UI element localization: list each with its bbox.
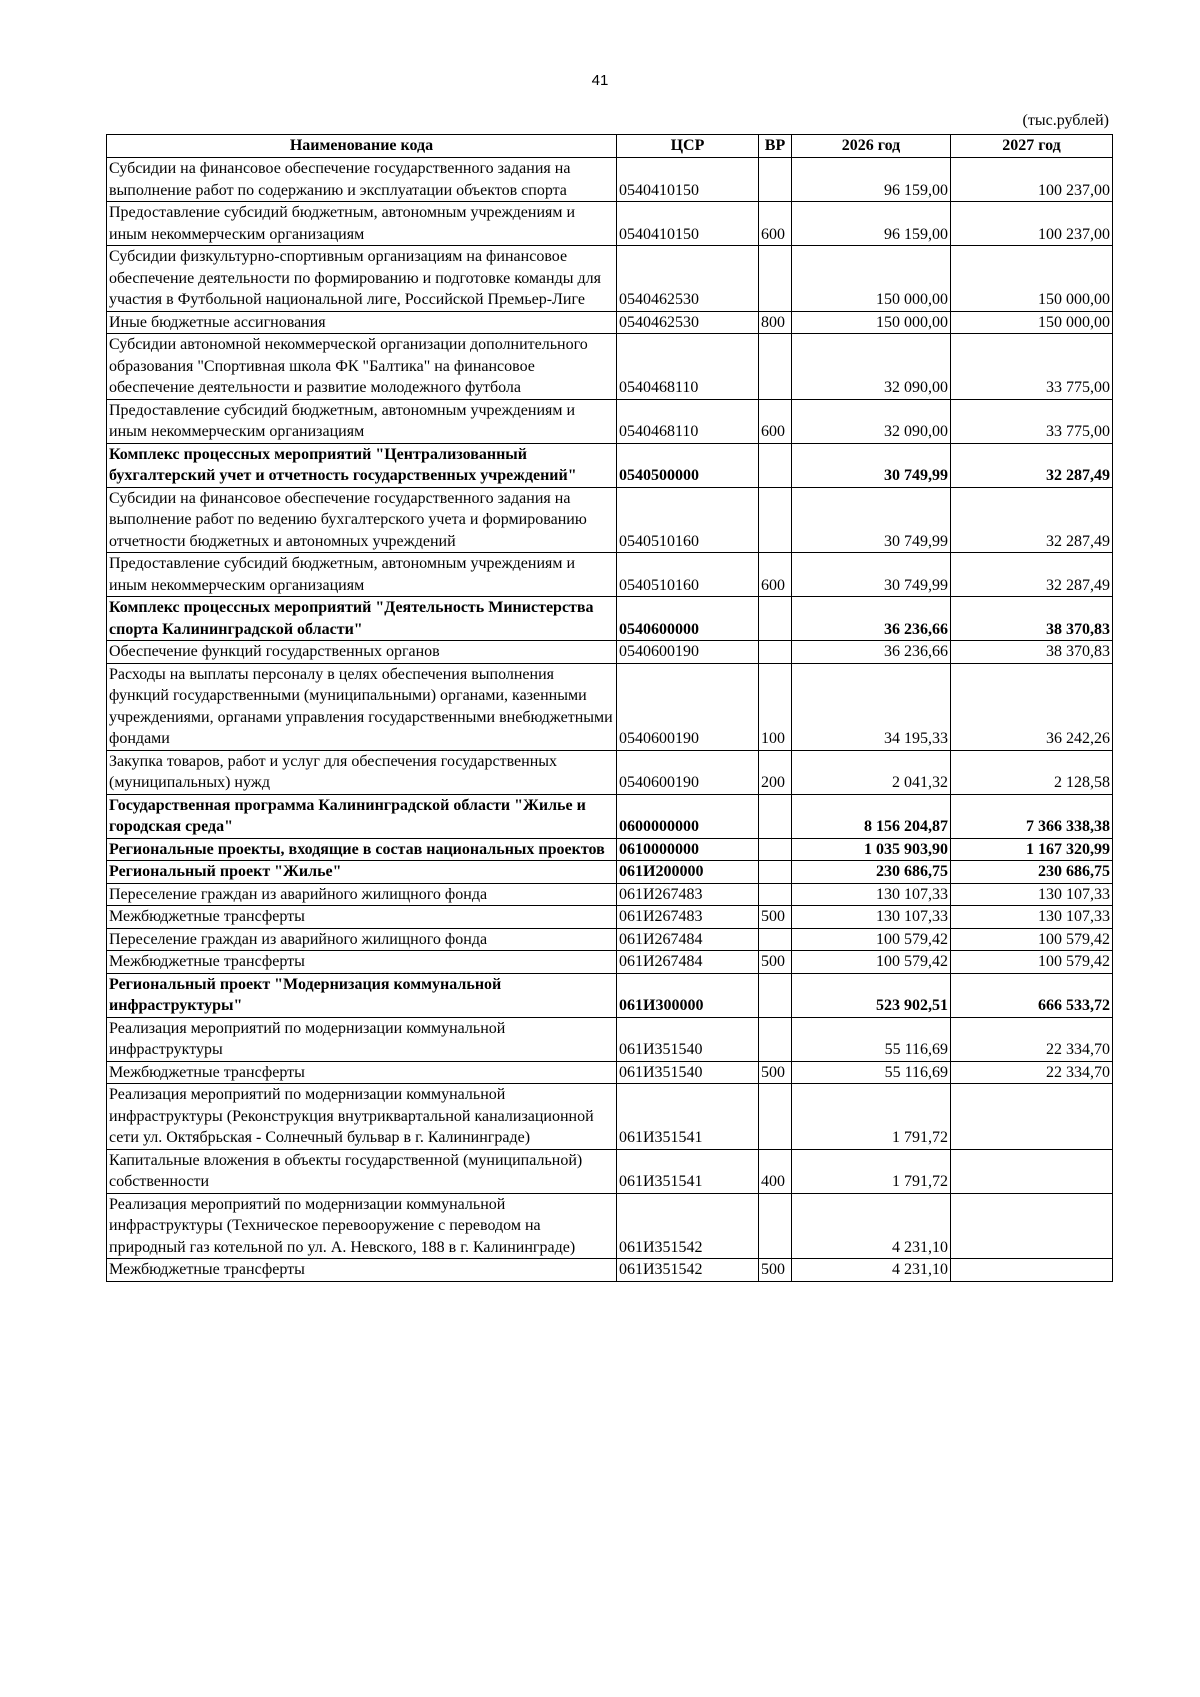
row-2026-cell: 4 231,10 <box>792 1259 951 1282</box>
table-row <box>107 1061 1113 1084</box>
table-row <box>107 663 1113 750</box>
row-2027-cell: 33 775,00 <box>951 334 1113 400</box>
row-csr-cell: 0540510160 <box>617 553 759 597</box>
row-vr-cell: 500 <box>759 951 792 974</box>
table-row <box>107 973 1113 1017</box>
row-name-cell: Субсидии на финансовое обеспечение государственного задания на выполнение работ по содержанию и эксплуатации объектов спорта <box>107 158 617 202</box>
row-2027-cell: 150 000,00 <box>951 246 1113 312</box>
row-vr-cell: 200 <box>759 750 792 794</box>
row-name-cell: Межбюджетные трансферты <box>107 1259 617 1282</box>
row-2027-cell: 7 366 338,38 <box>951 794 1113 838</box>
row-csr-cell: 0540600190 <box>617 663 759 750</box>
table-row <box>107 334 1113 400</box>
row-2027-cell: 32 287,49 <box>951 443 1113 487</box>
row-csr-cell: 061И267483 <box>617 883 759 906</box>
row-vr-cell <box>759 883 792 906</box>
row-vr-cell: 500 <box>759 906 792 929</box>
row-2027-cell: 22 334,70 <box>951 1061 1113 1084</box>
row-2026-cell: 2 041,32 <box>792 750 951 794</box>
row-2026-cell: 100 579,42 <box>792 951 951 974</box>
row-name-cell: Региональный проект "Жилье" <box>107 861 617 884</box>
table-row <box>107 641 1113 664</box>
row-2026-cell: 55 116,69 <box>792 1017 951 1061</box>
row-name-cell: Государственная программа Калининградской области "Жилье и городская среда" <box>107 794 617 838</box>
row-2026-cell: 523 902,51 <box>792 973 951 1017</box>
row-2026-cell: 55 116,69 <box>792 1061 951 1084</box>
row-name-cell: Комплекс процессных мероприятий "Деятельность Министерства спорта Калининградской области" <box>107 597 617 641</box>
column-header-name: Наименование кода <box>107 135 617 158</box>
column-header-csr: ЦСР <box>617 135 759 158</box>
row-2027-cell: 36 242,26 <box>951 663 1113 750</box>
row-csr-cell: 061И267484 <box>617 951 759 974</box>
row-2026-cell: 100 579,42 <box>792 928 951 951</box>
row-vr-cell <box>759 861 792 884</box>
table-row <box>107 1193 1113 1259</box>
row-2027-cell: 100 579,42 <box>951 928 1113 951</box>
row-csr-cell: 061И267484 <box>617 928 759 951</box>
row-csr-cell: 0610000000 <box>617 838 759 861</box>
row-2027-cell: 22 334,70 <box>951 1017 1113 1061</box>
row-vr-cell <box>759 1084 792 1150</box>
row-vr-cell <box>759 487 792 553</box>
row-2026-cell: 30 749,99 <box>792 553 951 597</box>
table-row <box>107 399 1113 443</box>
budget-table <box>106 134 1113 1282</box>
row-2026-cell: 150 000,00 <box>792 311 951 334</box>
table-row <box>107 246 1113 312</box>
row-2026-cell: 36 236,66 <box>792 597 951 641</box>
row-2026-cell: 32 090,00 <box>792 399 951 443</box>
table-row <box>107 838 1113 861</box>
row-name-cell: Реализация мероприятий по модернизации коммунальной инфраструктуры (Реконструкция внутриквартальной канализационной сети ул. Октябрьская - Солнечный бульвар в г. Калининграде) <box>107 1084 617 1150</box>
row-vr-cell: 100 <box>759 663 792 750</box>
table-row <box>107 487 1113 553</box>
row-name-cell: Реализация мероприятий по модернизации коммунальной инфраструктуры <box>107 1017 617 1061</box>
row-2027-cell: 33 775,00 <box>951 399 1113 443</box>
row-name-cell: Расходы на выплаты персоналу в целях обеспечения выполнения функций государственными (муниципальными) органами, казенными учреждениями, органами управления государственными внебюджетными фондами <box>107 663 617 750</box>
row-csr-cell: 061И267483 <box>617 906 759 929</box>
row-csr-cell: 0540410150 <box>617 202 759 246</box>
table-body <box>107 158 1113 1282</box>
row-csr-cell: 061И300000 <box>617 973 759 1017</box>
row-name-cell: Субсидии автономной некоммерческой организации дополнительного образования "Спортивная школа ФК "Балтика" на финансовое обеспечение деятельности и развитие молодежного футбола <box>107 334 617 400</box>
row-2026-cell: 130 107,33 <box>792 906 951 929</box>
row-2027-cell: 130 107,33 <box>951 906 1113 929</box>
row-2026-cell: 32 090,00 <box>792 334 951 400</box>
row-2026-cell: 130 107,33 <box>792 883 951 906</box>
table-row <box>107 1017 1113 1061</box>
row-name-cell: Обеспечение функций государственных органов <box>107 641 617 664</box>
row-2027-cell <box>951 1149 1113 1193</box>
row-name-cell: Региональный проект "Модернизация коммунальной инфраструктуры" <box>107 973 617 1017</box>
row-vr-cell: 500 <box>759 1061 792 1084</box>
table-row <box>107 794 1113 838</box>
row-vr-cell <box>759 641 792 664</box>
row-name-cell: Предоставление субсидий бюджетным, автономным учреждениям и иным некоммерческим организациям <box>107 399 617 443</box>
row-csr-cell: 061И351540 <box>617 1017 759 1061</box>
row-2026-cell: 96 159,00 <box>792 202 951 246</box>
row-2027-cell: 130 107,33 <box>951 883 1113 906</box>
row-vr-cell: 600 <box>759 399 792 443</box>
row-name-cell: Переселение граждан из аварийного жилищного фонда <box>107 883 617 906</box>
row-vr-cell <box>759 973 792 1017</box>
row-name-cell: Иные бюджетные ассигнования <box>107 311 617 334</box>
row-csr-cell: 061И351541 <box>617 1149 759 1193</box>
row-vr-cell <box>759 838 792 861</box>
row-2027-cell <box>951 1084 1113 1150</box>
table-row <box>107 928 1113 951</box>
row-name-cell: Комплекс процессных мероприятий "Централизованный бухгалтерский учет и отчетность государственных учреждений" <box>107 443 617 487</box>
row-vr-cell: 600 <box>759 553 792 597</box>
row-2027-cell: 1 167 320,99 <box>951 838 1113 861</box>
row-2026-cell: 1 035 903,90 <box>792 838 951 861</box>
row-2026-cell: 96 159,00 <box>792 158 951 202</box>
table-row <box>107 597 1113 641</box>
table-row <box>107 311 1113 334</box>
row-vr-cell: 800 <box>759 311 792 334</box>
row-csr-cell: 0540600190 <box>617 750 759 794</box>
row-name-cell: Капитальные вложения в объекты государственной (муниципальной) собственности <box>107 1149 617 1193</box>
row-2027-cell: 38 370,83 <box>951 597 1113 641</box>
row-2027-cell: 150 000,00 <box>951 311 1113 334</box>
table-header-row <box>107 135 1113 158</box>
row-name-cell: Реализация мероприятий по модернизации коммунальной инфраструктуры (Техническое перевооружение с переводом на природный газ котельной по ул. А. Невского, 188 в г. Калининграде) <box>107 1193 617 1259</box>
row-2027-cell <box>951 1193 1113 1259</box>
table-row <box>107 443 1113 487</box>
column-header-2027: 2027 год <box>951 135 1113 158</box>
row-2026-cell: 230 686,75 <box>792 861 951 884</box>
table-row <box>107 951 1113 974</box>
row-name-cell: Закупка товаров, работ и услуг для обеспечения государственных (муниципальных) нужд <box>107 750 617 794</box>
column-header-vr: ВР <box>759 135 792 158</box>
row-vr-cell <box>759 1017 792 1061</box>
row-vr-cell <box>759 597 792 641</box>
row-name-cell: Предоставление субсидий бюджетным, автономным учреждениям и иным некоммерческим организациям <box>107 202 617 246</box>
row-csr-cell: 0540410150 <box>617 158 759 202</box>
row-name-cell: Региональные проекты, входящие в состав национальных проектов <box>107 838 617 861</box>
row-2027-cell: 666 533,72 <box>951 973 1113 1017</box>
table-row <box>107 1259 1113 1282</box>
row-2026-cell: 30 749,99 <box>792 487 951 553</box>
table-row <box>107 750 1113 794</box>
row-2026-cell: 30 749,99 <box>792 443 951 487</box>
row-name-cell: Субсидии на финансовое обеспечение государственного задания на выполнение работ по ведению бухгалтерского учета и формированию отчетности бюджетных и автономных учреждений <box>107 487 617 553</box>
column-header-2026: 2026 год <box>792 135 951 158</box>
row-csr-cell: 0540510160 <box>617 487 759 553</box>
row-csr-cell: 061И351540 <box>617 1061 759 1084</box>
row-csr-cell: 061И351542 <box>617 1193 759 1259</box>
row-vr-cell: 400 <box>759 1149 792 1193</box>
table-row <box>107 1084 1113 1150</box>
row-csr-cell: 061И351542 <box>617 1259 759 1282</box>
row-csr-cell: 0540462530 <box>617 311 759 334</box>
row-name-cell: Межбюджетные трансферты <box>107 1061 617 1084</box>
table-row <box>107 883 1113 906</box>
table-row <box>107 1149 1113 1193</box>
row-2026-cell: 8 156 204,87 <box>792 794 951 838</box>
row-name-cell: Межбюджетные трансферты <box>107 906 617 929</box>
unit-label: (тыс.рублей) <box>1022 112 1109 129</box>
row-2026-cell: 34 195,33 <box>792 663 951 750</box>
row-name-cell: Субсидии физкультурно-спортивным организациям на финансовое обеспечение деятельности по формированию и подготовке команды для участия в Футбольной национальной лиге, Российской Премьер-Лиге <box>107 246 617 312</box>
table-row <box>107 158 1113 202</box>
row-vr-cell <box>759 334 792 400</box>
row-vr-cell <box>759 1193 792 1259</box>
table-row <box>107 202 1113 246</box>
row-2027-cell: 100 237,00 <box>951 202 1113 246</box>
row-2026-cell: 150 000,00 <box>792 246 951 312</box>
row-csr-cell: 0540600000 <box>617 597 759 641</box>
row-2027-cell: 230 686,75 <box>951 861 1113 884</box>
row-vr-cell: 600 <box>759 202 792 246</box>
row-name-cell: Переселение граждан из аварийного жилищного фонда <box>107 928 617 951</box>
row-csr-cell: 0540500000 <box>617 443 759 487</box>
row-vr-cell <box>759 443 792 487</box>
row-csr-cell: 0540600190 <box>617 641 759 664</box>
table-row <box>107 553 1113 597</box>
row-2027-cell: 32 287,49 <box>951 553 1113 597</box>
page-number: 41 <box>591 72 609 89</box>
row-csr-cell: 0540468110 <box>617 334 759 400</box>
row-2026-cell: 4 231,10 <box>792 1193 951 1259</box>
row-vr-cell <box>759 158 792 202</box>
row-2026-cell: 36 236,66 <box>792 641 951 664</box>
row-2027-cell: 38 370,83 <box>951 641 1113 664</box>
row-2027-cell: 32 287,49 <box>951 487 1113 553</box>
row-csr-cell: 061И200000 <box>617 861 759 884</box>
row-name-cell: Предоставление субсидий бюджетным, автономным учреждениям и иным некоммерческим организациям <box>107 553 617 597</box>
row-2027-cell: 100 237,00 <box>951 158 1113 202</box>
row-vr-cell <box>759 794 792 838</box>
row-2027-cell: 2 128,58 <box>951 750 1113 794</box>
row-vr-cell <box>759 246 792 312</box>
row-2026-cell: 1 791,72 <box>792 1084 951 1150</box>
row-2026-cell: 1 791,72 <box>792 1149 951 1193</box>
row-csr-cell: 0540462530 <box>617 246 759 312</box>
row-csr-cell: 0540468110 <box>617 399 759 443</box>
table-row <box>107 861 1113 884</box>
row-csr-cell: 061И351541 <box>617 1084 759 1150</box>
table-row <box>107 906 1113 929</box>
row-2027-cell <box>951 1259 1113 1282</box>
row-vr-cell <box>759 928 792 951</box>
row-name-cell: Межбюджетные трансферты <box>107 951 617 974</box>
row-2027-cell: 100 579,42 <box>951 951 1113 974</box>
row-csr-cell: 0600000000 <box>617 794 759 838</box>
row-vr-cell: 500 <box>759 1259 792 1282</box>
